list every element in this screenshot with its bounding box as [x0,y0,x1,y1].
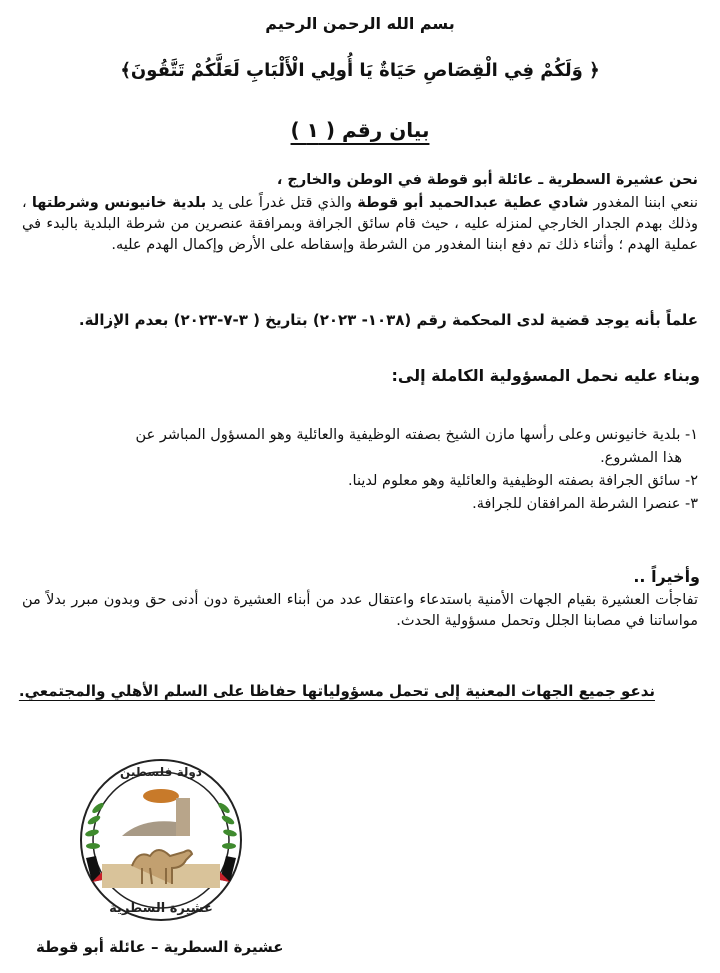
obituary-text-b: والذي قتل غدراً على يد [206,195,358,211]
sun-emblem-icon [143,789,179,803]
list-item: ٣- عنصرا الشرطة المرافقان للجرافة. [472,496,698,512]
court-case-line: علماً بأنه يوجد قضية لدى المحكمة رقم (١٠٣٨- ٢٠٢٣) بتاريخ ( ٣-٧-٢٠٢٣) بعدم الإزالة. [78,311,698,329]
obituary-text-a: ننعي ابننا المغدور [588,195,699,211]
signature: عشيرة السطرية – عائلة أبو قوطة [36,938,284,956]
list-item: ١- بلدية خانيونس وعلى رأسها مازن الشيخ بصفته الوظيفية والعائلية وهو المسؤول المباشر عن [135,427,698,443]
obituary-text-d: ، وذلك بهدم الجدار الخارجي لمنزله عليه ، حيث قام سائق الجرافة وبمرافقة عنصرين من شرطة البلدية بالبدء في عملية الهدم ؛ وأثناء ذلك تم دفع ابننا المغدور من الشرطة وإسقاطه على الأرض وإكمال الهدم عليه. [22,195,698,253]
intro-line: نحن عشيرة السطرية ـ عائلة أبو قوطة في الوطن والخارج ، [276,172,698,188]
clan-seal-logo [72,756,250,924]
victim-name: شادي عطية عبدالحميد أبو قوطة [357,195,589,211]
statement-title: بيان رقم ( ١ ) [290,118,430,142]
quran-verse: ﴿ وَلَكُمْ فِي الْقِصَاصِ حَيَاةٌ يَا أُولِي الْأَلْبَابِ لَعَلَّكُمْ تَتَّقُونَ﴾ [120,60,600,81]
seal-top-text: دولة فلسطين [120,765,202,779]
obituary-paragraph [22,193,698,256]
responsibility-heading: وبناء عليه نحمل المسؤولية الكاملة إلى: [391,366,700,385]
finally-heading: وأخيراً .. [633,567,700,586]
list-item: ٢- سائق الجرافة بصفته الوظيفية والعائلية وهو معلوم لدينا. [347,473,698,489]
municipality-name: بلدية خانيونس وشرطتها [31,195,207,211]
list-item-continuation: هذا المشروع. [600,450,682,466]
responsibility-list [22,424,698,516]
finally-paragraph: تفاجأت العشيرة بقيام الجهات الأمنية باستدعاء واعتقال عدد من أبناء العشيرة دون أدنى حق وبدون مبرر بدلاً من مواساتنا في مصابنا الجلل وتحمل مسؤولية الحدث. [22,592,698,629]
tower-icon [176,798,190,836]
seal-bottom-text: عشيرة السطرية [109,901,213,916]
call-to-action: ندعو جميع الجهات المعنية إلى تحمل مسؤولياتها حفاظا على السلم الأهلي والمجتمعي. [18,682,655,700]
basmala: بسم الله الرحمن الرحيم [265,14,455,33]
